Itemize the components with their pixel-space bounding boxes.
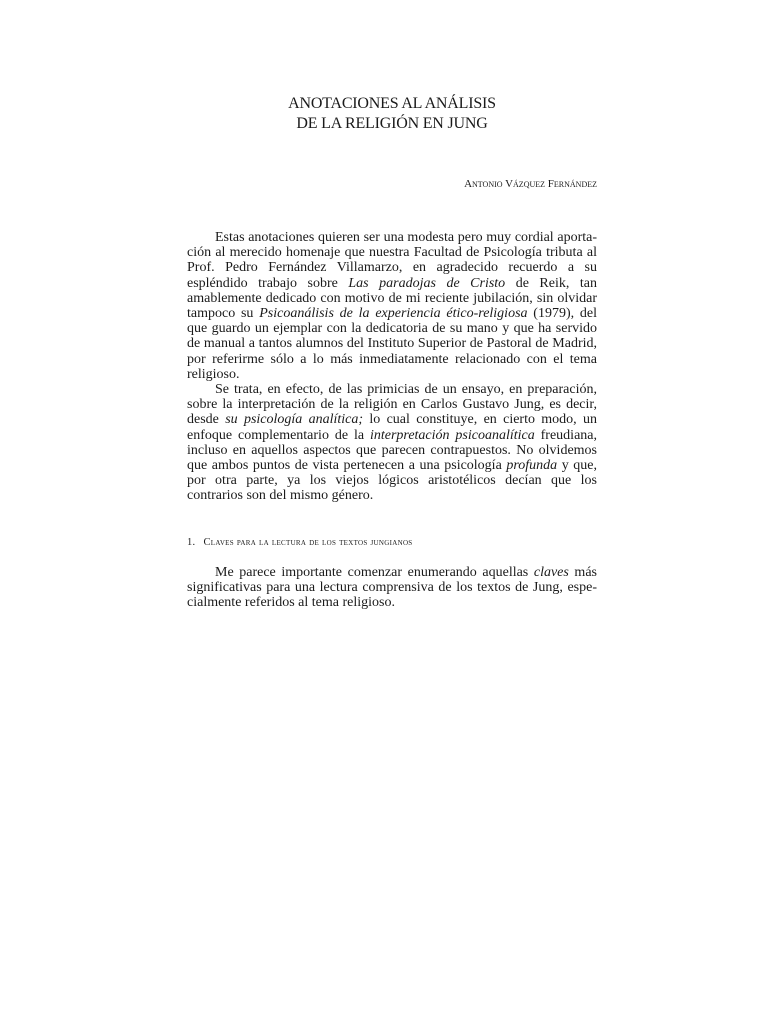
title-line-1: ANOTACIONES AL ANÁLISIS: [288, 95, 496, 112]
section-number: 1.: [187, 536, 196, 548]
italic-text: profunda: [506, 458, 558, 474]
paper-page: [187, 94, 597, 610]
paragraph: Me parece importante comenzar enumerando aquellas claves más significativas para una lectura comprensiva de los textos de Jung, especialmente referidos al tema religioso.: [187, 564, 597, 611]
italic-text: claves: [533, 564, 569, 580]
italic-text: Psicoanálisis de la experiencia ético-religiosa: [259, 306, 528, 322]
italic-text: su psicología analítica;: [225, 412, 364, 428]
section-title: Claves para la lectura de los textos jungianos: [203, 536, 413, 548]
italic-text: Las paradojas de Cristo: [348, 275, 506, 291]
section-body: [187, 565, 597, 611]
italic-text: interpretación psicoanalítica: [369, 427, 535, 443]
intro-body: [187, 230, 597, 504]
article-title: [187, 94, 597, 134]
author-name: Antonio Vázquez Fernández: [464, 178, 597, 190]
paragraph: Estas anotaciones quieren ser una modesta pero muy cordial aportación al merecido homenaje que nuestra Facultad de Psicología tributa al Prof. Pedro Fernández Villamarzo, en agradecido recuerdo a su espléndido trabajo sobre Las paradojas de Cristo de Reik, tan amablemente dedicado con motivo de mi reciente jubilación, sin olvidar tampoco su Psicoanálisis de la experiencia ético-religiosa (1979), del que guardo un ejemplar con la dedicatoria de su mano y que ha servido de manual a tantos alumnos del Instituto Superior de Pastoral de Madrid, por referirme sólo a lo más inmediatamente relacionado con el tema religioso.: [187, 230, 598, 382]
paragraph: Se trata, en efecto, de las primicias de un ensayo, en preparación, sobre la interpretación de la religión en Carlos Gustavo Jung, es decir, desde su psicología analítica; lo cual constituye, en cierto modo, un enfoque complementario de la interpretación psicoanalítica freudiana, incluso en aquellos aspectos que parecen contrapuestos. No olvidemos que ambos puntos de vista pertenecen a una psicología profunda y que, por otra parte, ya los viejos lógicos aristotélicos decían que los contrarios son del mismo género.: [187, 382, 597, 504]
title-line-2: DE LA RELIGIÓN EN JUNG: [296, 115, 488, 132]
section-heading: [187, 537, 597, 548]
